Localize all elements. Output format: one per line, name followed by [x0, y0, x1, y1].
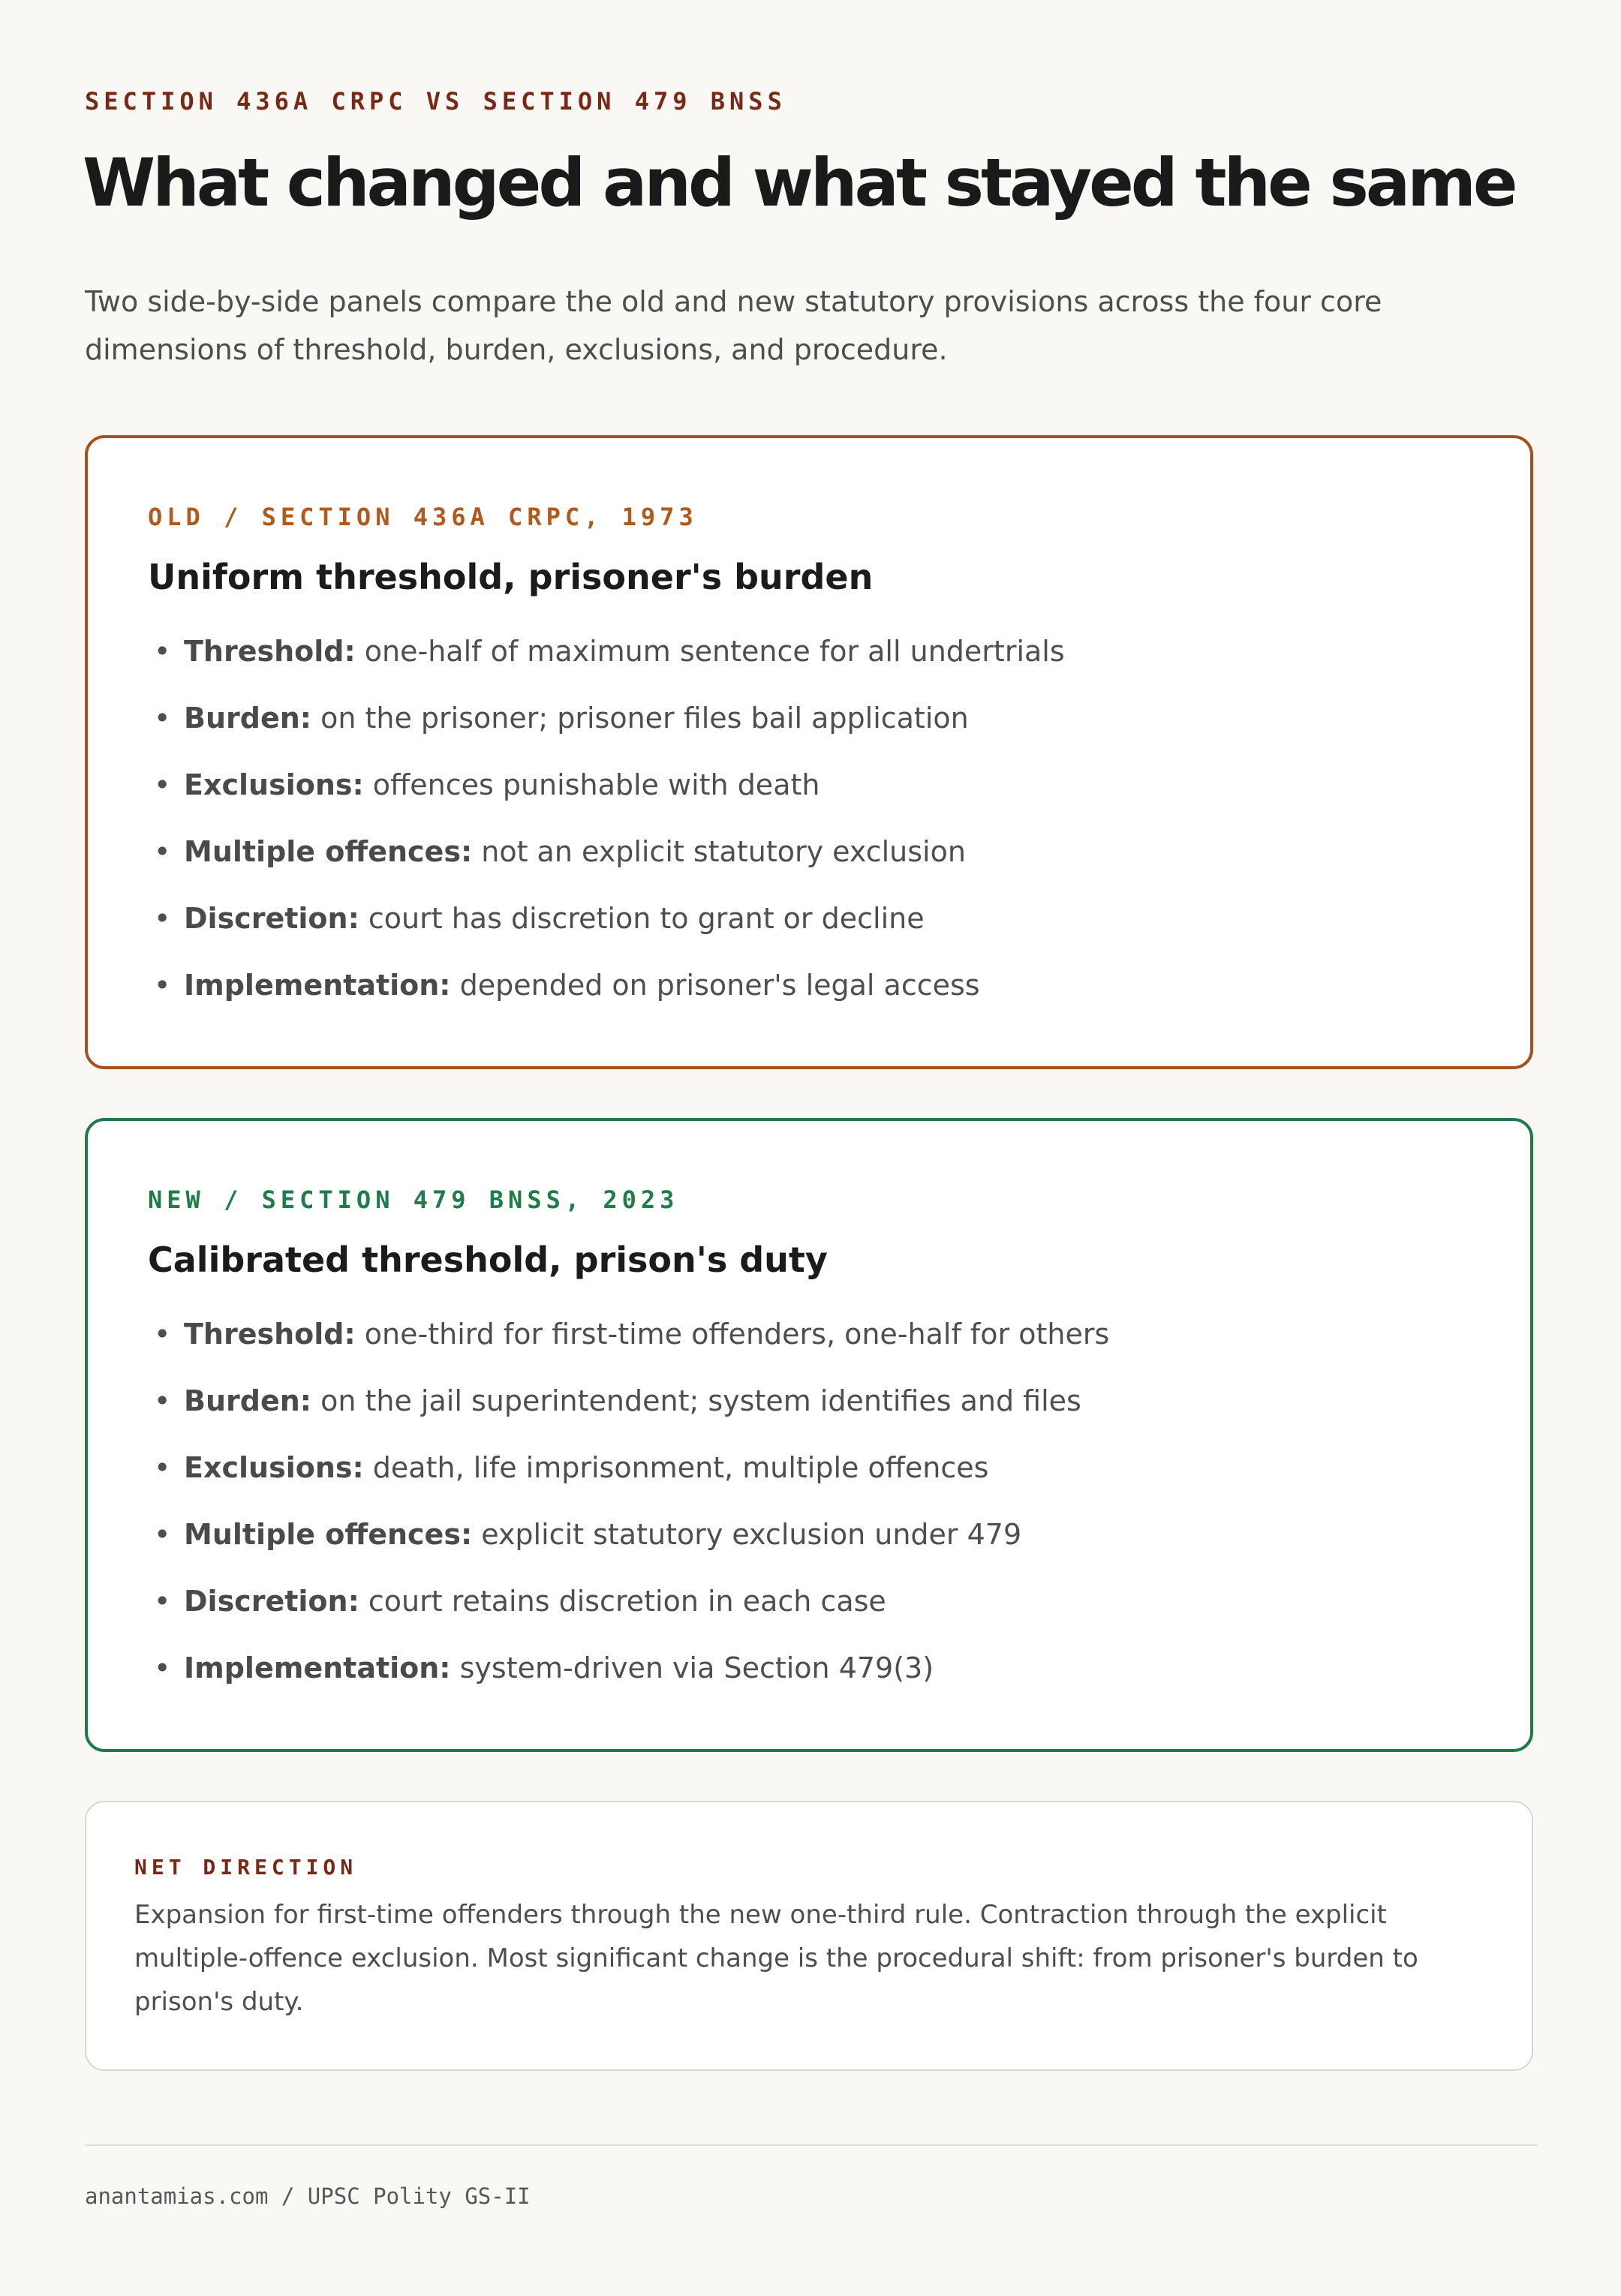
bullet-icon: • — [154, 1585, 171, 1618]
item-key: Discretion: — [184, 1585, 359, 1618]
item-text: system-driven via Section 479(3) — [459, 1651, 934, 1684]
item-text: court retains discretion in each case — [368, 1585, 886, 1618]
item-key: Implementation: — [184, 969, 451, 1002]
footer-credit: anantamias.com / UPSC Polity GS-II — [85, 2183, 531, 2209]
list-item — [148, 618, 1470, 685]
item-key: Threshold: — [184, 1318, 356, 1351]
item-text: depended on prisoner's legal access — [459, 969, 980, 1002]
bullet-icon: • — [154, 1384, 171, 1417]
item-key: Burden: — [184, 702, 311, 735]
panel-tag: OLD / SECTION 436A CRPC, 1973 — [148, 503, 698, 531]
item-key: Implementation: — [184, 1651, 451, 1684]
item-key: Exclusions: — [184, 1451, 364, 1484]
list-item — [148, 1568, 1470, 1635]
item-text: one-half of maximum sentence for all undertrials — [364, 635, 1065, 668]
item-key: Multiple offences: — [184, 835, 473, 868]
bullet-icon: • — [154, 835, 171, 868]
item-text: offences punishable with death — [372, 768, 820, 801]
net-direction-card — [85, 1801, 1533, 2071]
item-text: on the jail superintendent; system identifies and files — [320, 1384, 1081, 1417]
net-direction-tag: NET DIRECTION — [134, 1855, 358, 1880]
panel-heading: Uniform threshold, prisoner's burden — [148, 557, 874, 597]
list-item — [148, 1501, 1470, 1568]
bullet-icon: • — [154, 1651, 171, 1684]
item-text: one-third for first-time offenders, one-half for others — [364, 1318, 1110, 1351]
item-key: Discretion: — [184, 902, 359, 935]
list-item — [148, 685, 1470, 752]
item-text: not an explicit statutory exclusion — [481, 835, 966, 868]
item-text: explicit statutory exclusion under 479 — [481, 1518, 1022, 1551]
footer-divider — [85, 2144, 1537, 2146]
list-item — [148, 1635, 1470, 1702]
bullet-icon: • — [154, 1518, 171, 1551]
new-provision-panel — [85, 1118, 1533, 1752]
item-key: Exclusions: — [184, 768, 364, 801]
page-eyebrow: SECTION 436A CRPC VS SECTION 479 BNSS — [85, 87, 786, 116]
provision-list — [148, 618, 1470, 1019]
list-item — [148, 885, 1470, 952]
item-key: Threshold: — [184, 635, 356, 668]
page-title: What changed and what stayed the same — [83, 144, 1515, 221]
list-item — [148, 1301, 1470, 1368]
item-text: on the prisoner; prisoner files bail application — [320, 702, 969, 735]
provision-list — [148, 1301, 1470, 1702]
bullet-icon: • — [154, 902, 171, 935]
bullet-icon: • — [154, 1451, 171, 1484]
list-item — [148, 952, 1470, 1019]
net-direction-text: Expansion for first-time offenders through the new one-third rule. Contraction through the explicit multiple-offence exclusion. Most significant change is the procedural shift: from prisoner's burden to prison's duty. — [134, 1900, 1418, 2017]
list-item — [148, 819, 1470, 885]
page-intro: Two side-by-side panels compare the old and new statutory provisions across the four core dimensions of threshold, burden, exclusions, and procedure. — [85, 285, 1382, 366]
list-item — [148, 1435, 1470, 1501]
list-item — [148, 752, 1470, 819]
bullet-icon: • — [154, 969, 171, 1002]
item-text: court has discretion to grant or decline — [368, 902, 925, 935]
bullet-icon: • — [154, 1318, 171, 1351]
list-item — [148, 1368, 1470, 1435]
panel-heading: Calibrated threshold, prison's duty — [148, 1240, 828, 1280]
item-key: Multiple offences: — [184, 1518, 473, 1551]
bullet-icon: • — [154, 635, 171, 668]
old-provision-panel — [85, 435, 1533, 1069]
bullet-icon: • — [154, 702, 171, 735]
panel-tag: NEW / SECTION 479 BNSS, 2023 — [148, 1186, 679, 1214]
bullet-icon: • — [154, 768, 171, 801]
item-text: death, life imprisonment, multiple offences — [372, 1451, 989, 1484]
item-key: Burden: — [184, 1384, 311, 1417]
